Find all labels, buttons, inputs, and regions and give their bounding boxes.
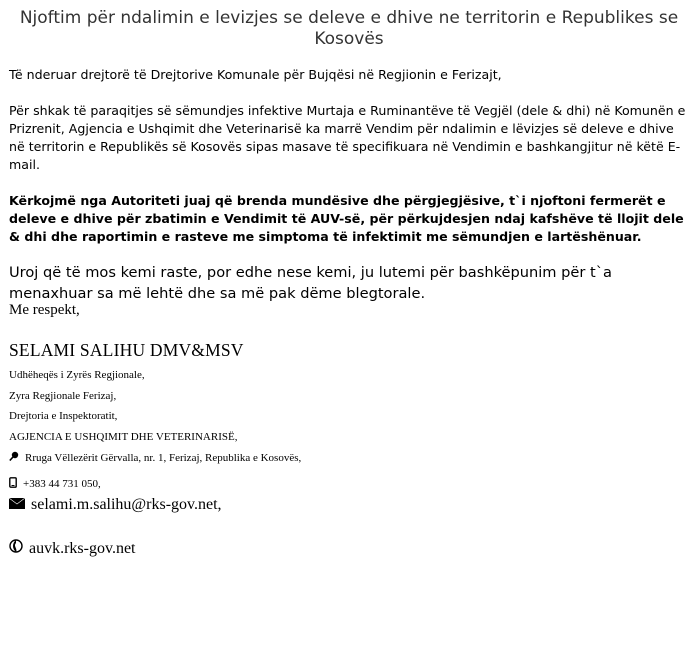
signature-address: Rruga Vëllezërit Gërvalla, nr. 1, Ferizaj, Republika e Kosovës, (25, 451, 302, 464)
signature-phone: +383 44 731 050, (23, 478, 101, 490)
envelope-icon (9, 496, 25, 514)
signature-agency: AGJENCIA E USHQIMIT DHE VETERINARISË, (9, 431, 238, 443)
email-title: Njoftim për ndalimin e levizjes se deleve e dhive ne territorin e Republikes se Kosovës (19, 8, 679, 49)
signature-role: Udhëheqës i Zyrës Regjionale, (9, 369, 145, 381)
signature-department: Drejtoria e Inspektoratit, (9, 410, 118, 422)
signature-office: Zyra Regjionale Ferizaj, (9, 390, 117, 402)
email-row (9, 496, 222, 514)
globe-icon (9, 539, 23, 558)
mobile-phone-icon (9, 477, 17, 491)
address-row (9, 451, 301, 464)
signature-name: SELAMI SALIHU DMV&MSV (9, 340, 244, 360)
paragraph-notice: Për shkak të paraqitjes së sëmundjes infektive Murtaja e Ruminantëve të Vegjël (dele & dhi) në Komunën e Prizrenit, Agjencia e Ushqimit dhe Veterinarisë ka marrë Vendim për ndalimin e lëvizjes së deleve e dhive në territorin e Republikës së Kosovës sipas masave të specifikuara në Vendimin e bashkangjitur në këtë E-mail. (9, 103, 686, 172)
website-row (9, 539, 136, 558)
paragraph-wish: Uroj që të mos kemi raste, por edhe nese kemi, ju lutemi për bashkëpunim për t`a menaxhuar sa më lehtë dhe sa më pak dëme blegtorale. (9, 264, 613, 302)
closing: Me respekt, (9, 302, 80, 318)
map-pin-icon (9, 451, 19, 464)
signature-website[interactable]: auvk.rks-gov.net (29, 539, 136, 557)
phone-row (9, 477, 101, 491)
paragraph-request: Kërkojmë nga Autoriteti juaj që brenda mundësive dhe përgjegjësive, t`i njoftoni fermerët e deleve e dhive për zbatimin e Vendimit të AUV-së, për përkujdesjen ndaj kafshëve të llojit dele & dhi dhe raportimin e rasteve me simptoma të infektimit me sëmundjen e lartëshënuar. (9, 193, 684, 244)
greeting: Të nderuar drejtorë të Drejtorive Komunale për Bujqësi në Regjionin e Ferizajt, (9, 67, 502, 82)
signature-email[interactable]: selami.m.salihu@rks-gov.net, (31, 496, 222, 513)
